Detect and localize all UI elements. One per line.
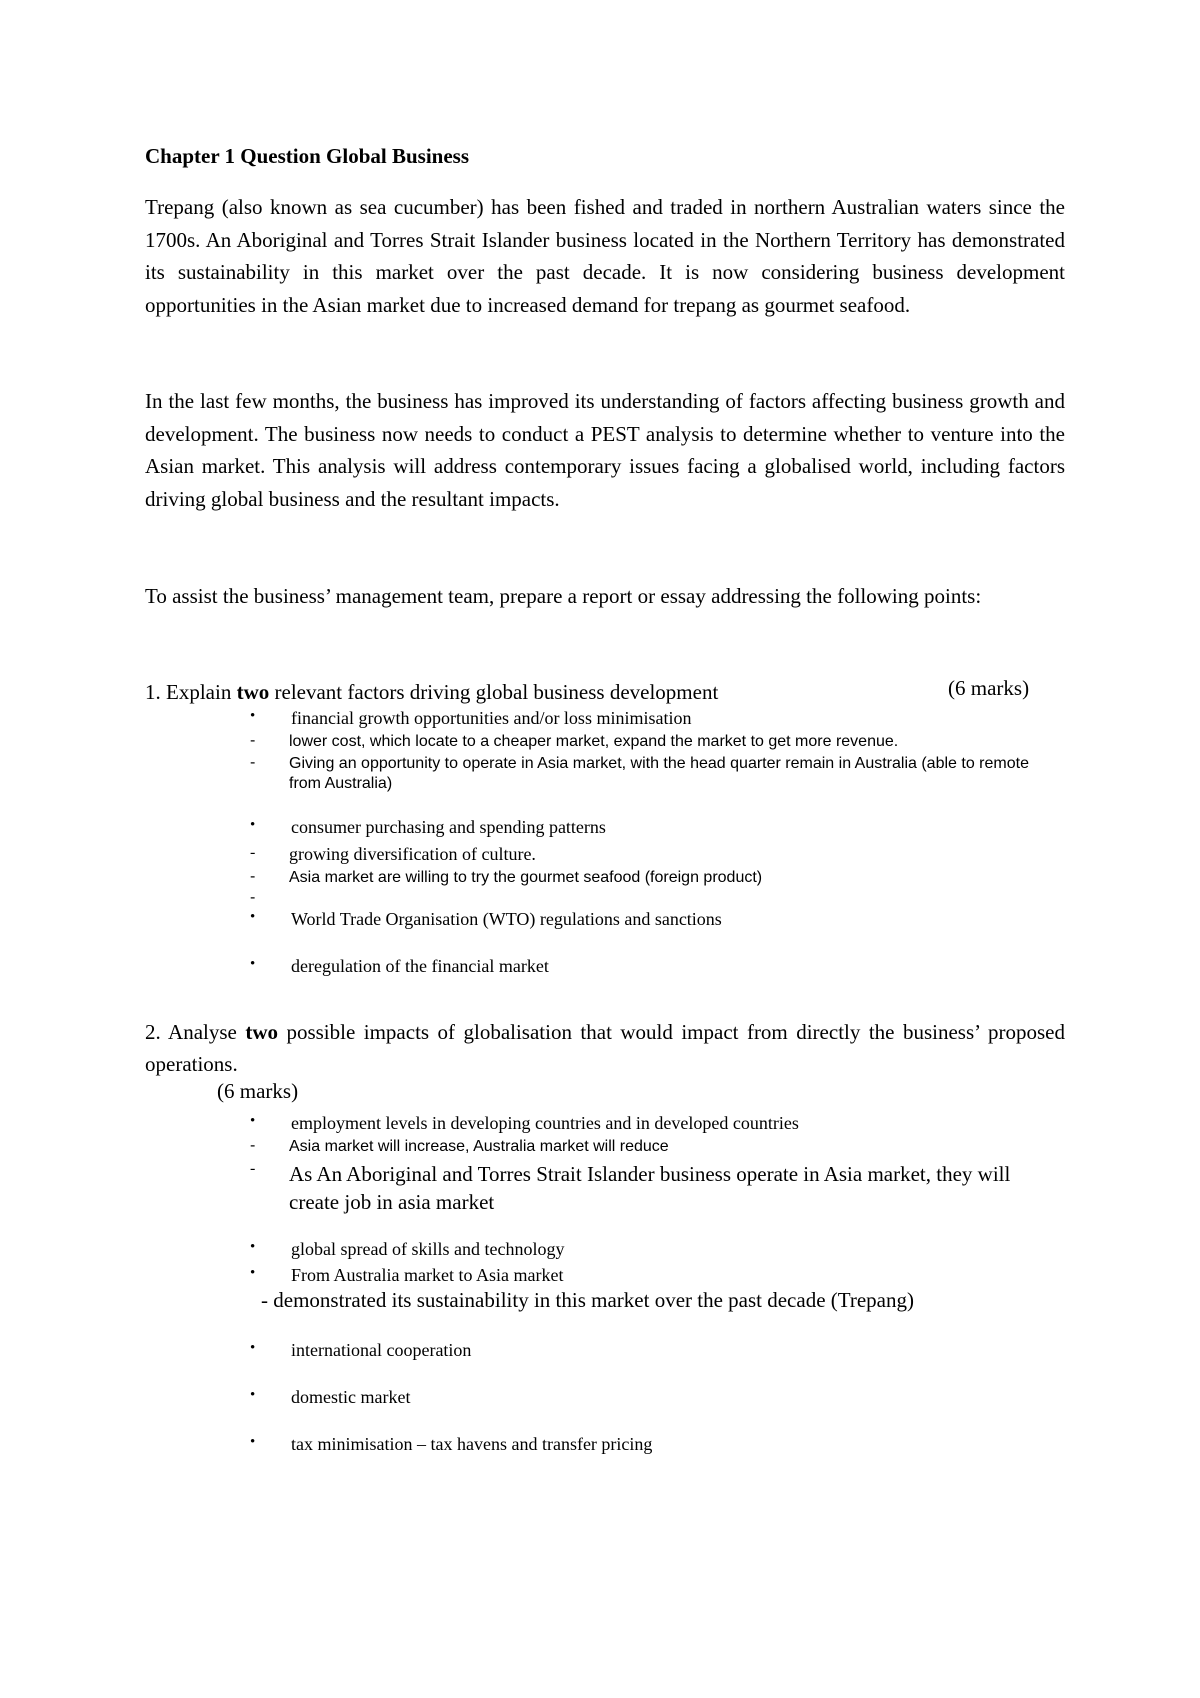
bullet-icon: • <box>250 817 256 833</box>
dash-icon: - <box>250 732 256 749</box>
question-1-marks: (6 marks) <box>948 676 1030 700</box>
bullet-icon: • <box>250 1387 256 1403</box>
task-paragraph: To assist the business’ management team, prepare a report or essay addressing the following points: <box>145 584 982 608</box>
bullet-icon: • <box>250 956 256 972</box>
bullet-icon: • <box>250 909 256 925</box>
question-2: 2. Analyse two possible impacts of globalisation that would impact from directly the business’ proposed operations. <box>145 1020 1065 1076</box>
document-title: Chapter 1 Question Global Business <box>145 144 470 168</box>
dash-icon: - <box>250 1137 256 1154</box>
bullet-icon: • <box>250 1239 256 1255</box>
list-note: - demonstrated its sustainability in this market over the past decade (Trepang) <box>261 1288 914 1312</box>
context-paragraph: In the last few months, the business has improved its understanding of factors affecting business growth and development. The business now needs to conduct a PEST analysis to determine whether to venture into the Asian market. This analysis will address contemporary issues facing a globalised world, including factors driving global business and the resultant impacts. <box>145 389 1065 511</box>
question-1: 1. Explain two relevant factors driving global business development <box>145 680 719 704</box>
document-page: Chapter 1 Question Global Business Trepang (also known as sea cucumber) has been fished and traded in northern Australian waters since the 1700s. An Aboriginal and Torres Strait Islander business located in the Northern Territory has demonstrated its sustainability in this market over the past decade. It is now considering business development opportunities in the Asian market due to increased demand for trepang as gourmet seafood. In the last few months, the business has improved its understanding of factors affecting business growth and development. The business now needs to conduct a PEST analysis to determine whether to venture into the Asian market. This analysis will address contemporary issues facing a globalised world, including factors driving global business and the resultant impacts. To assist the business’ management team, prepare a report or essay addressing the following points: 1. Explain two relevant factors driving global business development (6 marks) • financial growth opportunities and/or loss minimisation - lower cost, which locate to a cheaper market, expand the market to get more revenue. - Giving an opportunity to operate in Asia market, with the head quarter remain in Australia (able to remote from Australia) • consumer purchasing and spending patterns - growing diversification of culture. - Asia market are willing to try the gourmet seafood (foreign product) - • World Trade Organisation (WTO) regulations and sanctions • deregulation of the financial market 2. Analyse two possible impacts of globalisation that would impact from directly the business’ proposed operations. (6 marks) • employment levels in developing countries and in developed countries - Asia market will increase, Australia market will reduce - As An Aboriginal and Torres Strait Islander business operate in Asia market, they will create job in asia market • global spread of skills and technology • From Australia market to Asia market - demonstrated its sustainability in this market over the past decade (Trepang) • international cooperation • domestic market • tax minimisation – tax havens and transfer pricing <box>0 0 1200 1698</box>
dash-icon: - <box>250 1160 256 1177</box>
dash-icon: - <box>250 889 256 906</box>
bullet-icon: • <box>250 1265 256 1281</box>
intro-paragraph: Trepang (also known as sea cucumber) has been fished and traded in northern Australian waters since the 1700s. An Aboriginal and Torres Strait Islander business located in the Northern Territory has demonstrated its sustainability in this market over the past decade. It is now considering business development opportunities in the Asian market due to increased demand for trepang as gourmet seafood. <box>145 195 1065 317</box>
bullet-icon: • <box>250 1340 256 1356</box>
question-2-marks: (6 marks) <box>217 1079 299 1103</box>
dash-icon: - <box>250 844 256 861</box>
dash-icon: - <box>250 868 256 885</box>
bullet-icon: • <box>250 1434 256 1450</box>
dash-icon: - <box>250 754 256 771</box>
bullet-icon: • <box>250 708 256 724</box>
bullet-icon: • <box>250 1113 256 1129</box>
